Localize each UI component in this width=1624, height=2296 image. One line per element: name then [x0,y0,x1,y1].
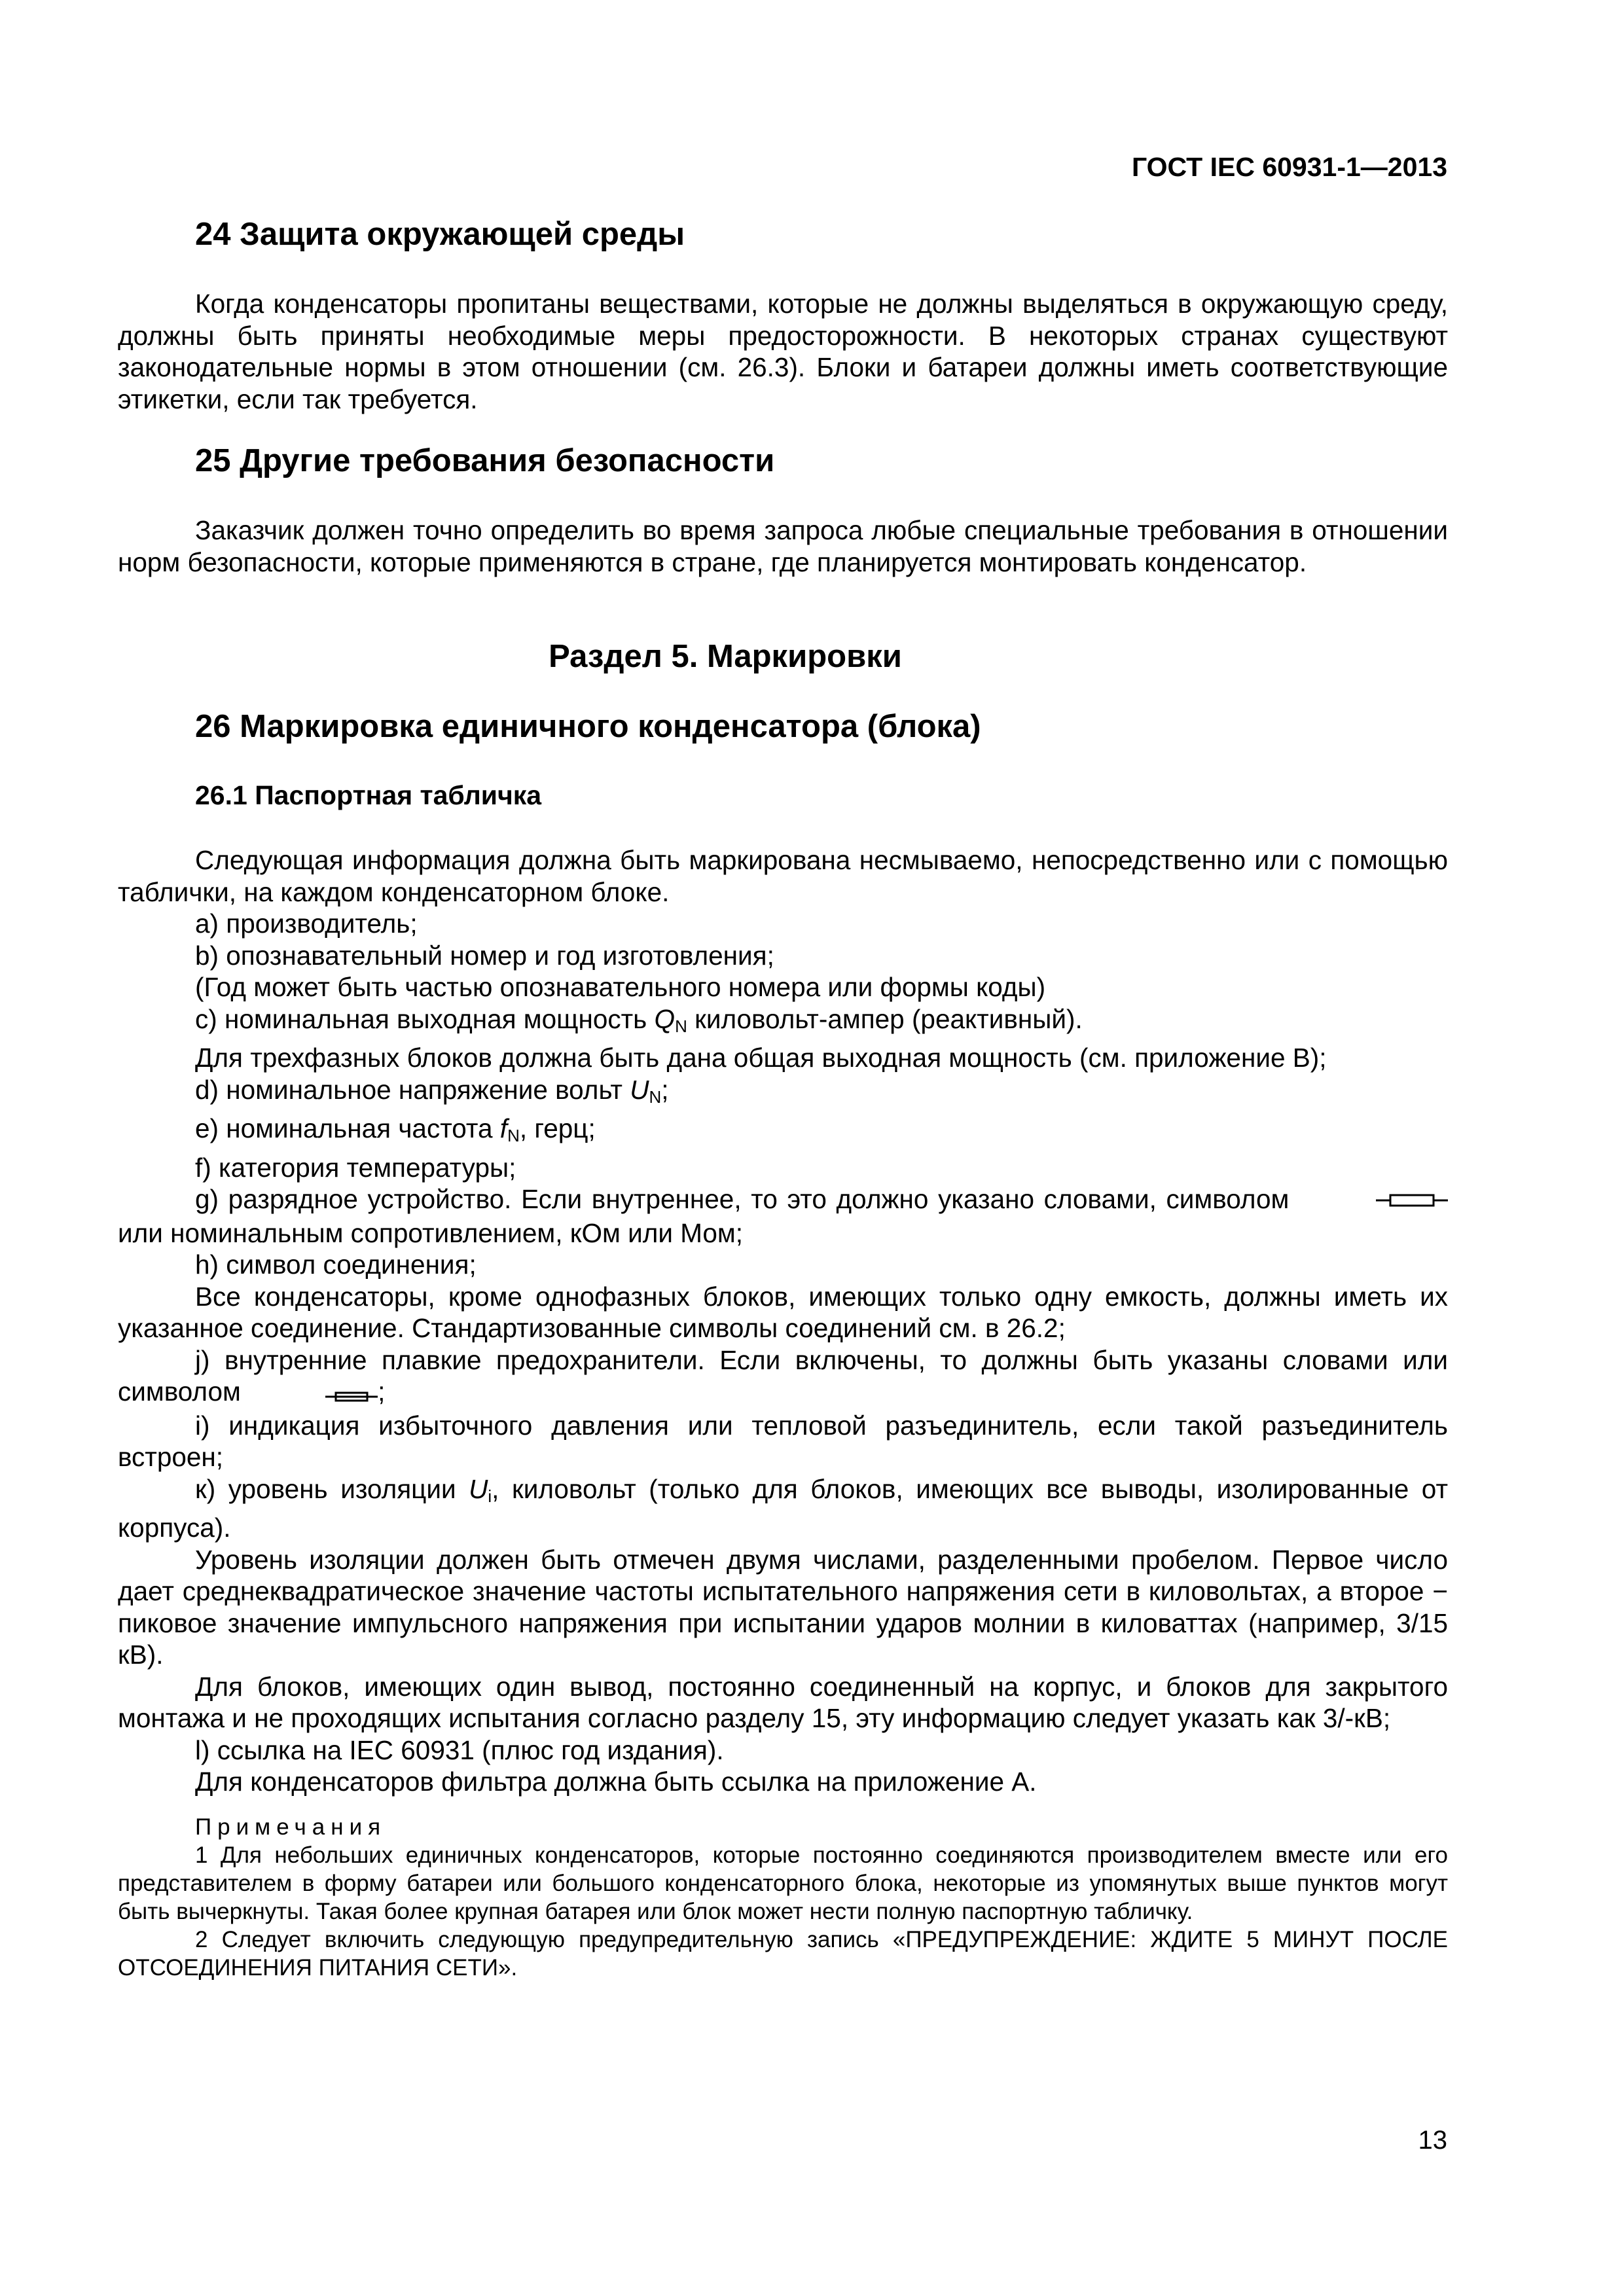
section-25-title: 25 Другие требования безопасности [195,443,775,478]
item-d: d) номинальное напряжение вольт $U_N$; [195,1074,669,1107]
part-5-title: Раздел 5. Маркировки [549,639,902,674]
item-c: c) номинальная выходная мощность $Q_N$ киловольт-ампер (реактивный). [195,1003,1083,1036]
item-a: a) производитель; [195,908,418,939]
section-24-text: Когда конденсаторы пропитаны веществами, которые не должны выделяться в окружающую среду, должны быть приняты необходимые меры предосторожности. В некоторых странах существуют законодательные нормы в этом отношении (см. 26.3). Блоки и батареи должны иметь соответствующие этикетки, если так требуется. [118,289,1448,414]
item-k: к) уровень изоляции $U_i$, киловольт (только для блоков, имеющих все выводы, изолированные от корпуса). [118,1473,1448,1543]
notes-block [118,1813,1448,1982]
item-b: b) опознавательный номер и год изготовления; [195,940,774,971]
item-c-note: Для трехфазных блоков должна быть дана общая выходная мощность (см. приложение В); [195,1043,1327,1073]
item-g: g) разрядное устройство. Если внутреннее, то это должно указано словами, символом или номинальным сопротивлением, кОм или Мом; [118,1183,1448,1249]
item-l: l) ссылка на IEC 60931 (плюс год издания). [195,1734,724,1765]
item-h-note: Все конденсаторы, кроме однофазных блоков, имеющих только одну емкость, должны иметь их указанное соединение. Стандартизованные символы соединений см. в 26.2; [118,1281,1448,1344]
item-h: h) символ соединения; [195,1249,477,1280]
note-1: 1 Для небольших единичных конденсаторов, которые постоянно соединяются производителем вместе или его представителем в форму батареи или большого конденсаторного блока, некоторые из упомянутых выше пунктов могут быть вычеркнуты. Такая более крупная батарея или блок может нести полную паспортную табличку. [118,1842,1448,1924]
section-25-body [118,514,1448,578]
item-l-note: Для конденсаторов фильтра должна быть ссылка на приложение А. [195,1767,1037,1797]
page-number: 13 [1418,2126,1447,2155]
section-26-body [118,844,1448,1798]
item-i: i) индикация избыточного давления или тепловой разъединитель, если такой разъединитель встроен; [118,1410,1448,1473]
item-j: j) внутренние плавкие предохранители. Если включены, то должны быть указаны словами или символом ; [118,1344,1448,1410]
item-f: f) категория температуры; [195,1152,516,1183]
item-k-note-1: Уровень изоляции должен быть отмечен двумя числами, разделенными пробелом. Первое число дает среднеквадратическое значение частоты испытательного напряжения сети в киловольтах, а второе − пиковое значение импульсного напряжения при испытании ударов молнии в киловаттах (например, 3/15 кВ). [118,1544,1448,1670]
section-26-title: 26 Маркировка единичного конденсатора (блока) [195,709,981,744]
item-k-note-2: Для блоков, имеющих один вывод, постоянно соединенный на корпус, и блоков для закрытого монтажа и не проходящих испытания согласно разделу 15, эту информацию следует указать как 3/-кВ; [118,1671,1448,1734]
item-b-note: (Год может быть частью опознавательного номера или формы коды) [195,972,1046,1002]
notes-title: Примечания [195,1814,387,1840]
note-2: 2 Следует включить следующую предупредительную запись «ПРЕДУПРЕЖДЕНИЕ: ЖДИТЕ 5 МИНУТ ПОСЛЕ ОТСОЕДИНЕНИЯ ПИТАНИЯ СЕТИ». [118,1927,1448,1981]
item-e: e) номинальная частота $f_N$, герц; [195,1113,596,1145]
section-24-body [118,288,1448,415]
document-code: ГОСТ IEC 60931-1—2013 [1131,152,1447,182]
section-26-intro: Следующая информация должна быть маркирована несмываемо, непосредственно или с помощью таблички, на каждом конденсаторном блоке. [118,845,1448,907]
section-24-title: 24 Защита окружающей среды [195,217,685,252]
section-25-text: Заказчик должен точно определить во время запроса любые специальные требования в отношении норм безопасности, которые применяются в стране, где планируется монтировать конденсатор. [118,515,1448,577]
subsection-26-1-title: 26.1 Паспортная табличка [195,780,542,810]
fuse-symbol-icon [248,1378,378,1410]
resistor-symbol-icon [1299,1185,1448,1217]
